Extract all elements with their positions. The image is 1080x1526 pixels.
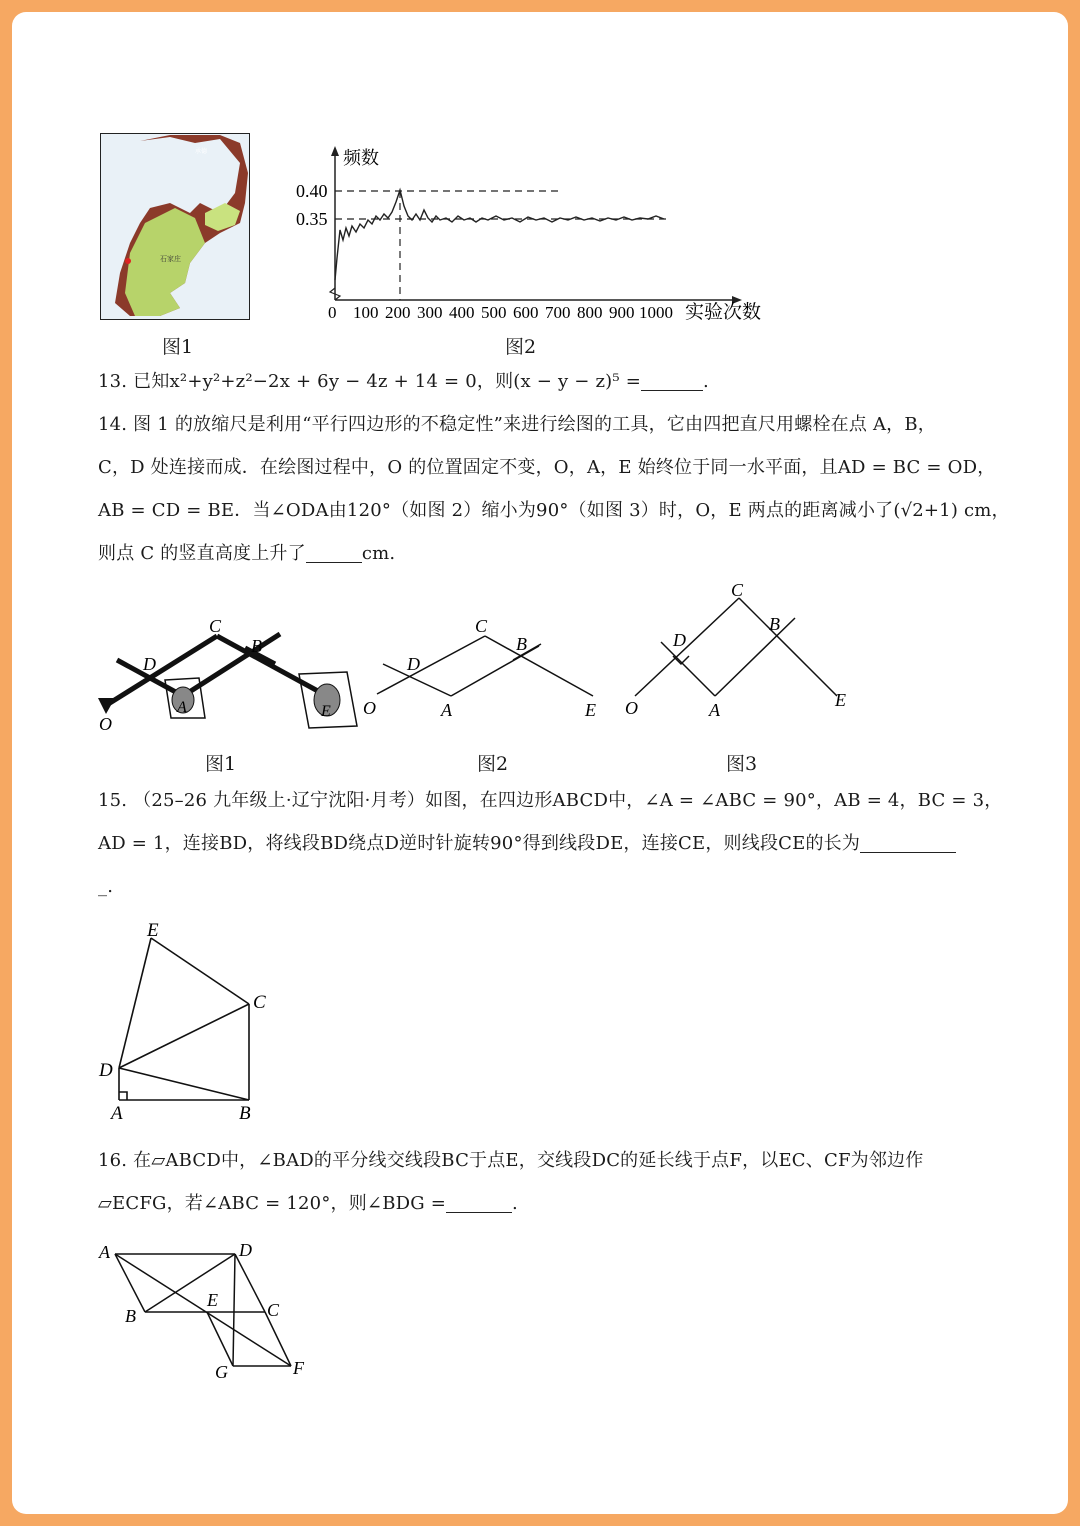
top-fig1-caption: 图1 [162,336,194,358]
question-16-line2 [98,1182,998,1225]
svg-text:C: C [731,580,744,600]
x-tick: 700 [545,303,571,322]
svg-text:D: D [407,654,420,674]
svg-text:A: A [709,700,720,720]
q13-text: 已知x²+y²+z²−2x + 6y − 4z + 14 = 0，则(x − y − z)⁵ = [133,371,641,392]
q16-label-G: G [215,1362,228,1382]
q15-label-E: E [147,920,159,941]
x-tick: 300 [417,303,443,322]
y-axis-label: 频数 [343,148,379,168]
question-16-line1 [98,1139,998,1182]
q14-fig3-caption: 图3 [726,753,758,775]
q16-label-B: B [125,1306,136,1326]
x-tick: 0 [328,303,337,322]
q14-fig2-caption: 图2 [477,753,509,775]
frequency-line [335,190,664,280]
label-C: C [209,616,222,636]
label-A: A [177,699,187,716]
q15-line1: （25–26 九年级上·辽宁沈阳·月考）如图，在四边形ABCD中，∠A = ∠ABC = 90°，AB = 4，BC = 3， [133,790,1003,811]
x-tick: 500 [481,303,507,322]
svg-text:B: B [769,614,780,634]
q14-number: 14. [98,414,128,435]
q16-line1: 在▱ABCD中，∠BAD的平分线交线段BC于点E，交线段DC的延长线于点F，以EC、CF为邻边作 [133,1150,924,1171]
q16-label-A: A [99,1242,110,1262]
q16-figure [95,1236,325,1386]
svg-text:O: O [363,698,376,718]
question-13 [98,360,998,403]
q15-answer-blank[interactable] [860,832,956,853]
q15-label-B: B [239,1103,251,1124]
q16-label-D: D [239,1240,252,1260]
svg-text:E: E [835,690,846,710]
y-tick-040: 0.40 [296,181,328,201]
y-axis-arrow-icon [331,146,339,156]
map-label-north: 承德 [195,149,208,155]
question-14-line1 [98,403,998,446]
label-O: O [99,714,112,734]
question-15-line2 [98,822,998,865]
svg-text:E: E [585,700,596,720]
q14-fig1 [98,616,357,734]
capital-marker-icon [125,258,131,264]
q16-number: 16. [98,1150,128,1171]
x-tick: 900 [609,303,635,322]
q14-fig2-labels [363,616,596,720]
x-tick: 600 [513,303,539,322]
q14-line1: 图 1 的放缩尺是利用“平行四边形的不稳定性”来进行绘图的工具，它由四把直尺用螺栓在点 A，B， [133,414,936,435]
q15-line2: AD = 1，连接BD，将线段BD绕点D逆时针旋转90°得到线段DE，连接CE，则线段CE的长为 [98,833,861,854]
q15-label-A: A [111,1103,123,1124]
label-B: B [251,636,262,656]
question-15-line1 [98,779,1003,822]
question-14-line4 [98,532,998,575]
q13-answer-blank[interactable] [641,370,703,391]
pivot-pointer-icon [98,698,115,714]
x-tick: 100 [353,303,379,322]
frequency-chart [290,140,780,330]
svg-text:O: O [625,698,638,718]
q14-answer-blank[interactable] [306,542,362,563]
q15-number: 15. [98,790,128,811]
q16-label-C: C [267,1300,280,1320]
label-E: E [321,703,331,720]
svg-text:B: B [516,634,527,654]
svg-text:C: C [475,616,488,636]
top-fig2-caption: 图2 [505,336,537,358]
map-figure [100,133,250,320]
q16-line2-end: . [512,1193,518,1214]
q15-line3: _. [98,876,114,897]
svg-text:A: A [441,700,452,720]
q16-label-E: E [207,1290,218,1310]
map-label-capital: 石家庄 [160,255,181,263]
q14-fig1-caption: 图1 [205,753,237,775]
q13-number: 13. [98,371,128,392]
x-tick: 200 [385,303,411,322]
q14-line4: 则点 C 的竖直高度上升了 [98,543,306,564]
q14-figures [95,578,875,738]
q15-label-C: C [253,992,266,1013]
x-tick: 400 [449,303,475,322]
q14-line3: AB = CD = BE．当∠ODA由120°（如图 2）缩小为90°（如图 3）时，O，E 两点的距离减小了(√2+1) cm， [98,500,1010,521]
x-axis-label: 实验次数 [685,302,762,323]
q14-line2: C，D 处连接而成．在绘图过程中，O 的位置固定不变，O，A，E 始终位于同一水平面，且AD = BC = OD， [98,457,996,478]
q16-line2: ▱ECFG，若∠ABC = 120°，则∠BDG = [98,1193,447,1214]
y-tick-035: 0.35 [296,209,328,229]
q16-label-F: F [293,1358,304,1378]
q15-label-D: D [99,1060,113,1081]
q14-fig3 [635,598,837,696]
q14-line4-end: cm. [361,543,396,564]
x-tick: 800 [577,303,603,322]
q15-figure [95,918,285,1128]
label-D: D [143,654,156,674]
x-tick: 1000 [639,303,673,322]
q16-answer-blank[interactable] [446,1192,512,1213]
q13-end: . [703,371,709,392]
svg-text:D: D [673,630,686,650]
